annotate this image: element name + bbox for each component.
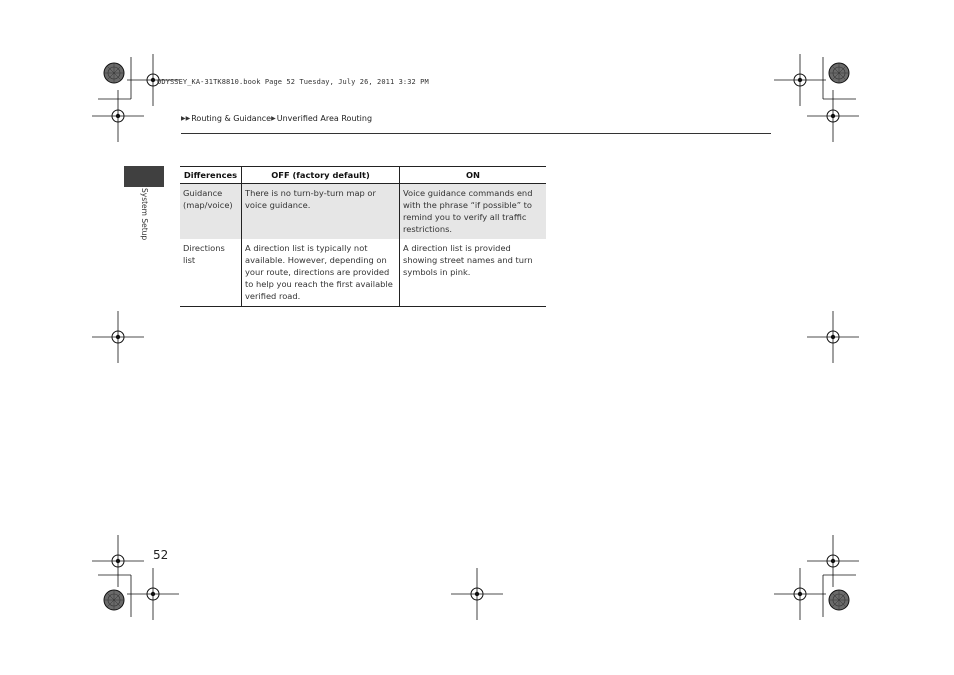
column-header: Differences (180, 167, 242, 184)
section-tab (124, 166, 164, 187)
column-header: ON (400, 167, 547, 184)
row-on-value: A direction list is provided showing street names and turn symbols in pink. (400, 239, 547, 307)
page-number: 52 (153, 548, 169, 562)
differences-table (180, 166, 546, 307)
section-tab-label: System Setup (140, 188, 149, 241)
column-header: OFF (factory default) (242, 167, 400, 184)
print-header: ODYSSEY_KA-31TK8810.book Page 52 Tuesday, July 26, 2011 3:32 PM (157, 78, 429, 86)
row-difference: Guidance (map/voice) (180, 184, 242, 240)
table-row (180, 239, 546, 307)
breadcrumb-separator-icon: ▶ (271, 115, 276, 122)
header-rule (181, 133, 771, 134)
breadcrumb (181, 114, 372, 123)
row-off-value: There is no turn-by-turn map or voice guidance. (242, 184, 400, 240)
breadcrumb-arrow-icon: ▶▶ (181, 115, 191, 122)
row-on-value: Voice guidance commands end with the phrase “if possible” to remind you to verify all traffic restrictions. (400, 184, 547, 240)
table-row (180, 184, 546, 240)
table-header-row (180, 167, 546, 184)
row-difference: Directions list (180, 239, 242, 307)
breadcrumb-item-current: Unverified Area Routing (276, 114, 373, 123)
row-off-value: A direction list is typically not available. However, depending on your route, directions are provided to help you reach the first available verified road. (242, 239, 400, 307)
breadcrumb-item: Routing & Guidance (191, 114, 272, 123)
